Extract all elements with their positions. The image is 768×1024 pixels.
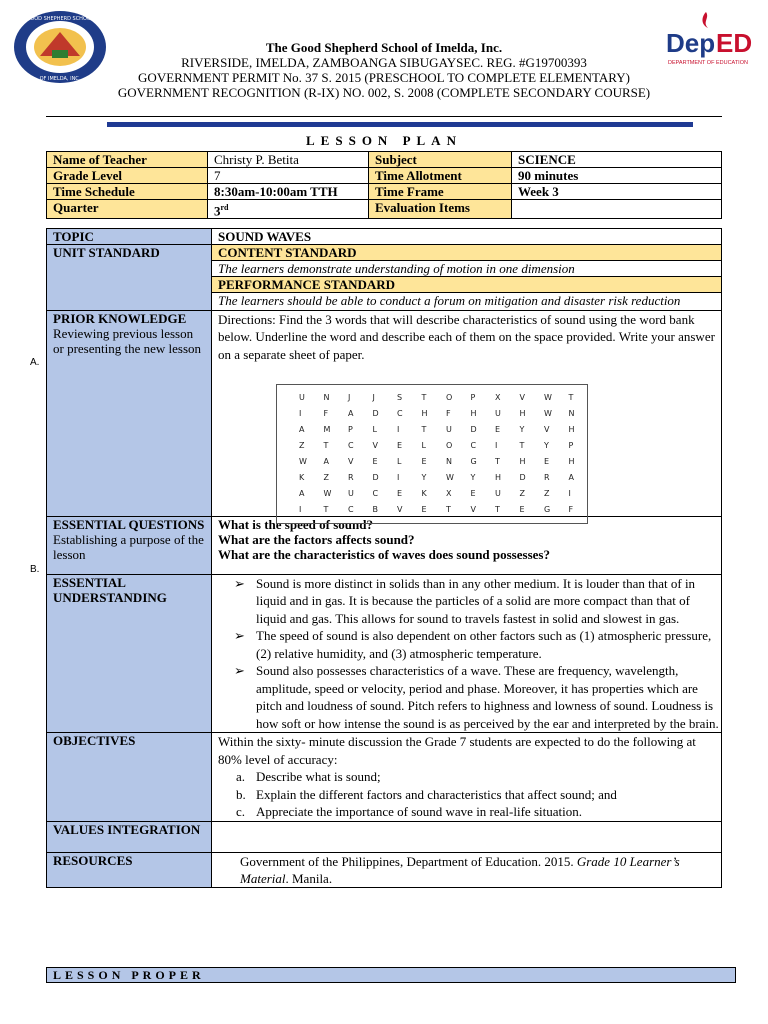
word-search-letter: F: [323, 409, 329, 418]
svg-text:OF IMELDA, INC.: OF IMELDA, INC.: [39, 76, 81, 82]
content-standard-label: CONTENT STANDARD: [212, 245, 722, 261]
word-search-letter: D: [519, 473, 526, 482]
word-search-letter: V: [397, 505, 403, 514]
objective-item: [212, 803, 721, 821]
evaluation-items-value: [512, 200, 722, 219]
objective-text: Describe what is sound;: [256, 769, 381, 784]
objective-item: [212, 768, 721, 786]
directions-text: Directions: Find the 3 words that will describe characteristics of sound using the word bank below. Underline the word and describe each of them on the space provided. Write your answer on a separate sheet of paper.: [218, 311, 715, 362]
word-search-letter: H: [568, 425, 575, 434]
objectives-cell: [212, 733, 722, 822]
word-search-letter: D: [372, 473, 379, 482]
word-search-letter: I: [397, 425, 400, 434]
word-search-letter: H: [519, 457, 526, 466]
word-search-letter: G: [544, 505, 551, 514]
word-search-letter: W: [299, 457, 307, 466]
values-integration-label: VALUES INTEGRATION: [47, 821, 212, 852]
word-search-letter: E: [397, 489, 403, 498]
word-search-letter: H: [495, 473, 502, 482]
evaluation-items-label: Evaluation Items: [369, 200, 512, 219]
time-schedule-value: 8:30am-10:00am TTH: [208, 184, 369, 200]
word-search-letter: Z: [519, 489, 525, 498]
understanding-item: [212, 662, 721, 732]
word-search-letter: N: [568, 409, 575, 418]
resources-text-c: . Manila.: [285, 870, 333, 886]
understanding-item: [212, 627, 721, 662]
word-search-letter: X: [446, 489, 452, 498]
word-search-letter: T: [323, 505, 329, 514]
word-search-letter: V: [372, 441, 378, 450]
word-search-letter: T: [446, 505, 451, 514]
lesson-plan-table: [46, 228, 722, 888]
header-rule: [46, 116, 722, 117]
understanding-1: Sound is more distinct in solids than in any other medium. It is louder than that of in liquid and in gas. It is because the particles of a solid are more compact than that of liquid and gas. This allows for sound to travels fastest in solid and slowest in gas.: [256, 575, 696, 626]
essential-questions-label: ESSENTIAL QUESTIONS: [53, 516, 205, 532]
objective-item: [212, 786, 721, 804]
word-search-letter: V: [544, 425, 550, 434]
word-search-letter: T: [519, 441, 525, 450]
word-search-letter: T: [495, 505, 500, 514]
time-allotment-label: Time Allotment: [369, 168, 512, 184]
word-search-letter: K: [299, 473, 305, 482]
word-search-letter: T: [421, 425, 427, 434]
quarter-value: [208, 200, 369, 219]
objective-marker: a.: [236, 769, 246, 784]
word-search-letter: T: [421, 393, 427, 402]
word-search-letter: H: [470, 409, 477, 418]
word-search-letter: T: [495, 457, 500, 466]
word-search-letter: O: [446, 393, 453, 402]
resources-label: RESOURCES: [47, 852, 212, 887]
word-search-letter: P: [568, 441, 574, 450]
svg-text:ED: ED: [716, 28, 753, 58]
resources-text-title: Grade 10 Learner’s Material: [240, 853, 680, 886]
word-search-letter: X: [495, 393, 501, 402]
word-search-letter: E: [544, 457, 550, 466]
understanding-item: [212, 575, 721, 628]
word-search-letter: I: [299, 409, 302, 418]
performance-standard-label: PERFORMANCE STANDARD: [212, 277, 722, 293]
page-title: LESSON PLAN: [306, 133, 462, 148]
word-search-letter: W: [323, 489, 332, 498]
essential-questions-list: [212, 516, 722, 574]
word-search-letter: P: [470, 393, 476, 402]
word-search-letter: J: [372, 393, 375, 402]
understanding-3: Sound also possesses characteristics of a wave. These are frequency, wavelength, amplitude, speed or velocity, period and phase. Moreover, it has properties which are pitch and loudness of sound. Pitch refers to highness and lowness of sound. Loudness is how soft or how intense the sound is as perceived by the ear and interpreted by the brain.: [256, 663, 719, 731]
word-search-letter: Y: [519, 425, 525, 434]
government-recognition: GOVERNMENT RECOGNITION (R-IX) NO. 002, S. 2008 (COMPLETE SECONDARY COURSE): [117, 85, 651, 100]
objective-text: Appreciate the importance of sound wave in real-life situation.: [256, 804, 582, 819]
understanding-2: The speed of sound is also dependent on other factors such as (1) atmospheric pressure, (2) relative humidity, and (3) atmospheric temperature.: [256, 628, 712, 661]
question-3: What are the characteristics of waves does sound possesses?: [218, 546, 550, 562]
essential-understanding-label: ESSENTIAL UNDERSTANDING: [47, 574, 212, 733]
values-integration-value: [212, 821, 722, 852]
word-search-letter: E: [519, 505, 525, 514]
svg-text:DEPARTMENT OF EDUCATION: DEPARTMENT OF EDUCATION: [668, 60, 748, 66]
word-search-letter: I: [495, 441, 498, 450]
essential-understanding-list: [212, 574, 722, 733]
resources-value: [212, 852, 722, 887]
word-search-letter: Y: [470, 473, 476, 482]
quarter-label: Quarter: [47, 200, 208, 219]
essential-questions-cell: [47, 516, 212, 574]
word-search-letter: E: [495, 425, 501, 434]
question-1: What is the speed of sound?: [218, 516, 373, 532]
content-standard-text: The learners demonstrate understanding of motion in one dimension: [212, 261, 722, 277]
word-search-letter: H: [421, 409, 428, 418]
word-search-letter: S: [397, 393, 403, 402]
word-search-letter: U: [446, 425, 452, 434]
word-search-letter: F: [446, 409, 451, 418]
word-search-letter: Z: [299, 441, 305, 450]
word-search-letter: P: [348, 425, 353, 434]
word-search-letter: T: [323, 441, 329, 450]
word-search-letter: N: [323, 393, 330, 402]
word-search-letter: U: [299, 393, 305, 402]
objective-marker: b.: [236, 786, 246, 802]
word-search-grid: [276, 384, 588, 524]
prior-knowledge-label: PRIOR KNOWLEDGE: [53, 310, 187, 326]
time-frame-label: Time Frame: [369, 184, 512, 200]
word-search-letter: I: [397, 473, 400, 482]
arrow-bullet-icon: ➢: [234, 663, 245, 678]
word-search-letter: U: [495, 409, 501, 418]
topic-value: SOUND WAVES: [212, 229, 722, 245]
word-search-letter: C: [397, 409, 403, 418]
teacher-label: Name of Teacher: [47, 152, 208, 168]
word-search-letter: E: [372, 457, 378, 466]
arrow-bullet-icon: ➢: [234, 575, 245, 591]
government-permit: GOVERNMENT PERMIT No. 37 S. 2015 (PRESCHOOL TO COMPLETE ELEMENTARY): [138, 70, 630, 85]
word-search-letter: G: [470, 457, 477, 466]
time-frame-value: Week 3: [512, 184, 722, 200]
section-marker-b: B.: [30, 564, 40, 575]
teacher-info-table: [46, 151, 722, 219]
word-search-letter: K: [421, 489, 427, 498]
performance-standard-text: The learners should be able to conduct a forum on mitigation and disaster risk reduction: [212, 293, 722, 311]
word-search-letter: E: [421, 505, 427, 514]
word-search-letter: N: [446, 457, 452, 466]
word-search-letter: A: [323, 457, 329, 466]
objective-text: Explain the different factors and characteristics that affect sound; and: [256, 786, 617, 802]
word-search-letter: V: [348, 457, 354, 466]
subject-label: Subject: [369, 152, 512, 168]
word-search-letter: L: [397, 457, 402, 466]
word-search-letter: A: [299, 425, 305, 434]
grade-value: 7: [208, 168, 369, 184]
word-search-letter: W: [544, 409, 552, 418]
word-search-letter: V: [470, 505, 476, 514]
word-search-letter: H: [568, 457, 575, 466]
word-search-letter: H: [519, 409, 526, 418]
word-search-letter: D: [372, 409, 379, 418]
word-search-letter: R: [348, 473, 354, 482]
objectives-label: OBJECTIVES: [47, 733, 212, 822]
word-search-letter: E: [470, 489, 476, 498]
grade-label: Grade Level: [47, 168, 208, 184]
resources-text-a: Government of the Philippines, Department of Education. 2015.: [240, 853, 577, 869]
quarter-suffix: rd: [220, 203, 229, 212]
question-2: What are the factors affects sound?: [218, 531, 415, 547]
word-search-letter: E: [397, 441, 403, 450]
word-search-letter: U: [348, 489, 354, 498]
lesson-proper-header: LESSON PROPER: [46, 967, 736, 983]
word-search-letter: C: [372, 489, 379, 498]
unit-standard-label: UNIT STANDARD: [47, 245, 212, 311]
prior-knowledge-cell: [47, 310, 212, 516]
prior-knowledge-sub: Reviewing previous lesson or presenting the new lesson: [53, 325, 202, 356]
word-search-letter: R: [544, 473, 550, 482]
word-search-letter: A: [348, 409, 354, 418]
time-schedule-label: Time Schedule: [47, 184, 208, 200]
word-search-letter: Z: [544, 489, 550, 498]
word-search-letter: A: [299, 489, 305, 498]
essential-questions-sub: Establishing a purpose of the lesson: [53, 531, 204, 562]
objective-marker: c.: [236, 804, 246, 819]
word-search-letter: U: [495, 489, 501, 498]
arrow-bullet-icon: ➢: [234, 628, 245, 643]
word-search-letter: E: [421, 457, 427, 466]
word-search-letter: M: [323, 425, 331, 434]
word-search-letter: I: [568, 489, 571, 498]
word-search-letter: I: [299, 505, 302, 514]
teacher-value: Christy P. Betita: [208, 152, 369, 168]
word-search-letter: F: [568, 505, 574, 514]
word-search-letter: A: [568, 473, 574, 482]
word-search-letter: D: [470, 425, 477, 434]
svg-text:GOOD SHEPHERD SCHOOL: GOOD SHEPHERD SCHOOL: [26, 16, 94, 22]
word-search-letter: B: [372, 505, 378, 514]
section-marker-a: A.: [30, 357, 40, 368]
word-search-letter: C: [348, 505, 354, 514]
word-search-letter: W: [544, 393, 552, 402]
word-search-letter: W: [446, 473, 454, 482]
svg-text:Dep: Dep: [666, 28, 716, 58]
word-search-letter: J: [348, 393, 351, 402]
word-search-letter: V: [519, 393, 525, 402]
objectives-intro: Within the sixty- minute discussion the Grade 7 students are expected to do the following at 80% level of accuracy:: [218, 734, 696, 767]
word-search-letter: Z: [323, 473, 329, 482]
word-search-letter: L: [372, 425, 377, 434]
word-search-letter: C: [348, 441, 354, 450]
topic-label: TOPIC: [47, 229, 212, 245]
time-allotment-value: 90 minutes: [512, 168, 722, 184]
word-search-letter: O: [446, 441, 453, 450]
word-search-letter: Y: [421, 473, 427, 482]
header-blue-bar: [107, 122, 693, 127]
word-search-letter: T: [568, 393, 574, 402]
quarter-number: 3: [214, 203, 221, 219]
word-search-letter: Y: [544, 441, 549, 450]
school-address: RIVERSIDE, IMELDA, ZAMBOANGA SIBUGAYSEC. REG. #G19700393: [181, 55, 587, 70]
school-name: The Good Shepherd School of Imelda, Inc.: [265, 40, 503, 55]
subject-value: SCIENCE: [512, 152, 722, 168]
word-search-letter: C: [470, 441, 477, 450]
word-search-letter: L: [421, 441, 426, 450]
